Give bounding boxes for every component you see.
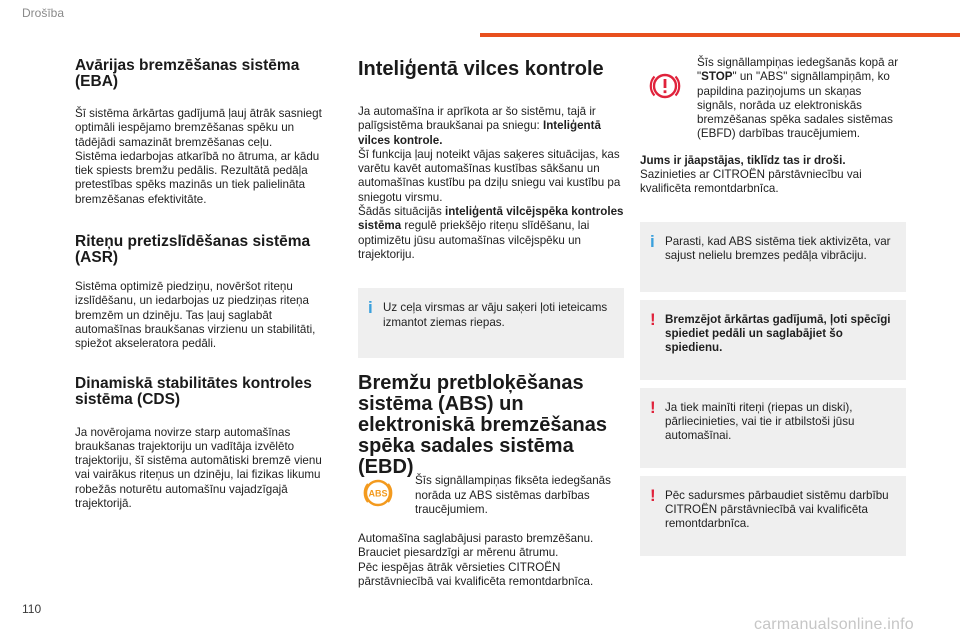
cds-heading: Dinamiskā stabilitātes kontroles sistēma (CDS) [75, 374, 312, 408]
column-right [640, 56, 906, 556]
igc-paragraph-1 [358, 105, 624, 148]
warning-box-emergency-braking [640, 300, 906, 380]
warning-box-wheel-change-text: Ja tiek mainīti riteņi (riepas un diski), pārliecinieties, vai tie ir atbilstoši jūsu automašīnai. [665, 400, 855, 443]
abs-paragraph-2: Pēc iespējas ātrāk vērsieties CITROËN pārstāvniecībā vai kvalificēta remontdarbnīca. [358, 560, 594, 589]
igc-paragraph-3 [358, 205, 624, 262]
info-box-winter-tyres-text: Uz ceļa virsmas ar vāju saķeri ļoti ieteicams izmantot ziemas riepas. [383, 301, 608, 329]
info-box-abs-vibration-text: Parasti, kad ABS sistēma tiek aktivizēta, var sajust nelielu bremzes pedāļa vibrāciju. [665, 234, 891, 262]
watermark: carmanualsonline.info [754, 616, 914, 633]
abs-lamp-row [358, 474, 624, 517]
igc-paragraph-1-bold: Inteliģentā vilces kontrole. [358, 119, 601, 147]
brake-lamp-row [640, 56, 906, 142]
warning-box-after-collision [640, 476, 906, 556]
abs-paragraph-1: Automašīna saglabājusi parasto bremzēšanu. Brauciet piesardzīgi ar mērenu ātrumu. [358, 532, 594, 560]
warning-box-after-collision-text: Pēc sadursmes pārbaudiet sistēmu darbību CITROËN pārstāvniecībā vai kvalificēta remontdarbnīca. [665, 488, 889, 531]
abs-lamp-label: ABS [368, 488, 388, 499]
igc-paragraph-1-text: Ja automašīna ir aprīkota ar šo sistēmu, tajā ir palīgsistēma braukšanai pa sniegu: [358, 105, 596, 133]
cds-paragraph: Ja novērojama novirze starp automašīnas braukšanas trajektoriju un vadītāja izvēlēto trajektoriju, šī sistēma automātiski bremzē vienu vai vairākus riteņus un dzinēju, lai fizikas likumu robežās noturētu automašīnu vajadzīgajā trajektorijā. [75, 425, 322, 511]
column-left [75, 56, 337, 511]
eba-paragraph-2: Sistēma iedarbojas atkarībā no ātruma, ar kādu tiek spiests bremžu pedālis. Rezultātā pedāļa pretestības spēks mazinās un tiek palielināta bremzēšanas efektivitāte. [75, 149, 320, 206]
contact-dealer-text: Sazinieties ar CITROËN pārstāvniecību vai kvalificēta remontdarbnīca. [640, 168, 862, 196]
abs-lamp-text: Šīs signāllampiņas fiksēta iedegšanās norāda uz ABS sistēmas darbības traucējumiem. [415, 474, 611, 516]
warning-box-emergency-braking-text: Bremzējot ārkārtas gadījumā, ļoti spēcīgi spiediet pedāli un saglabājiet šo spiedienu. [665, 312, 891, 355]
info-icon: i [650, 231, 655, 251]
igc-paragraph-3-text-c: regulē priekšējo riteņu slīdēšanu, lai optimizētu jūsu automašīnas vilcējspēku un trajektoriju. [358, 219, 590, 261]
section-accent-bar [480, 33, 960, 37]
must-stop-text: Jums ir jāapstājas, tiklīdz tas ir droši. [640, 153, 846, 167]
abs-ebd-heading: Bremžu pretbloķēšanas sistēma (ABS) un elektroniskā bremzēšanas spēka sadales sistēma (EBD) [358, 372, 608, 479]
info-box-winter-tyres [358, 288, 624, 358]
asr-heading: Riteņu pretizslīdēšanas sistēma (ASR) [75, 233, 311, 267]
brake-lamp-text-a: Šīs signāllampiņas iedegšanās kopā ar " [697, 56, 899, 84]
abs-warning-lamp-icon [361, 476, 395, 510]
brake-lamp-text [697, 56, 906, 142]
brake-lamp-text-c: " un "ABS" signāllampiņām, ko papildina paziņojums un skaņas signāls, norāda uz elektroniskās bremzēšanas spēka sadales sistēmas (EBFD) darbības traucējumiem. [697, 70, 893, 141]
brake-lamp-text-stop: STOP [701, 70, 733, 84]
igc-paragraph-3-text-a: Šādās situācijās [358, 205, 445, 219]
igc-paragraph-3-bold: inteliģentā vilcējspēka kontroles sistēma [358, 205, 624, 233]
info-icon: i [368, 298, 373, 318]
page-number: 110 [22, 602, 42, 616]
warning-box-wheel-change [640, 388, 906, 468]
column-middle [358, 56, 624, 589]
eba-heading: Avārijas bremzēšanas sistēma (EBA) [75, 57, 300, 90]
info-box-abs-vibration [640, 222, 906, 292]
section-title: Drošība [22, 6, 65, 20]
igc-paragraph-2: Šī funkcija ļauj noteikt vājas saķeres situācijas, kas varētu kavēt automašīnas kustības sākšanu un automašīnas kustību pa dziļu sniegu vai kustību pa sniegotu virsmu. [358, 147, 621, 204]
igc-heading: Inteliģentā vilces kontrole [358, 58, 604, 80]
brake-warning-lamp-icon [648, 69, 682, 103]
warning-icon: ! [650, 485, 656, 505]
asr-paragraph: Sistēma optimizē piedziņu, novēršot riteņu izslīdēšanu, un iedarbojas uz piedziņas riteņa bremzēm un dzinēju. Tas ļauj saglabāt automašīnas braukšanas virzienu un stabilitāti, spiežot akseleratora pedāli. [75, 280, 316, 351]
eba-paragraph-1: Šī sistēma ārkārtas gadījumā ļauj ātrāk sasniegt optimāli iespējamo bremzēšanas spēku un tādējādi samazināt bremzēšanas ceļu. [75, 107, 322, 149]
warning-icon: ! [650, 397, 656, 417]
warning-icon: ! [650, 309, 656, 329]
